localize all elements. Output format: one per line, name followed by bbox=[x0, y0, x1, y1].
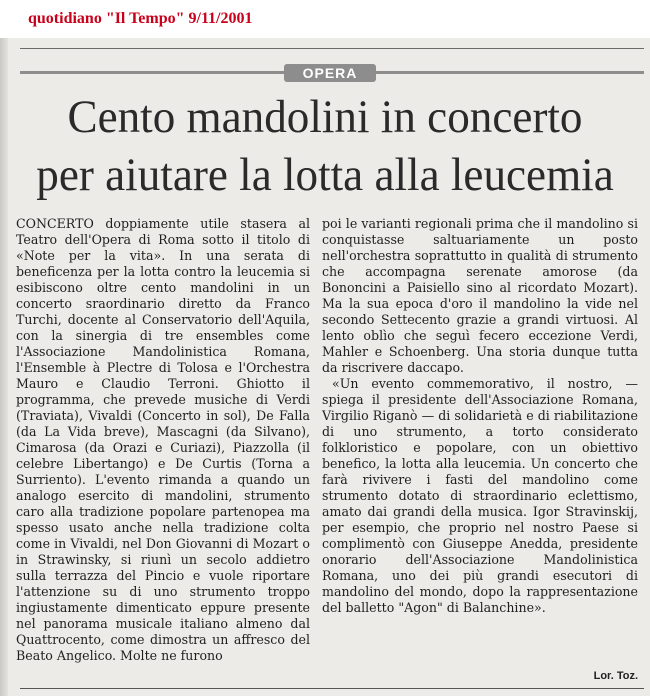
article-paragraph: «Un evento commemorativo, il nostro, — spiega il presidente dell'Associazione Romana, Virgilio Riganò — di solidarietà e di riabilitazione di uno strumento, a torto considerato folkloristico e popolare, con un obiettivo benefico, la lotta alla leucemia. Un concerto che farà rivivere i fasti del mandolino come strumento dotato di straordinario eclettismo, amato dai grandi della musica. Igor Stravinskij, per esempio, che proprio nel nostro Paese si complimentò con Giuseppe Anedda, presidente onorario dell'Associazione Mandolinistica Romana, uno dei più grandi esecutori di mandolino del mondo, dopo la rappresentazione del balletto "Agon" di Balanchine». bbox=[322, 376, 638, 615]
bottom-rule bbox=[20, 688, 644, 689]
section-tag: OPERA bbox=[284, 64, 376, 82]
headline-line-1: Cento mandolini in concerto bbox=[67, 91, 583, 143]
headline-line-2: per aiutare la lotta alla leucemia bbox=[36, 149, 614, 201]
newspaper-clipping bbox=[0, 38, 650, 696]
article-column-right bbox=[322, 216, 638, 616]
clipping-edge-shadow bbox=[0, 38, 8, 696]
article-column-left bbox=[16, 216, 310, 664]
source-label: quotidiano "Il Tempo" 9/11/2001 bbox=[28, 10, 253, 27]
author-signature: Lor. Toz. bbox=[593, 670, 638, 682]
article-paragraph: CONCERTO doppiamente utile stasera al Teatro dell'Opera di Roma sotto il titolo di «Note per la vita». In una serata di beneficenza per la lotta contro la leucemia si esibiscono oltre cento mandolini in un concerto sraordinario diretto da Franco Turchi, docente al Conservatorio dell'Aquila, con la sinergia di tre ensembles come l'Associazione Mandolinistica Romana, l'Ensemble à Plectre di Tolosa e l'Orchestra Mauro e Claudio Terroni. Ghiotto il programma, che prevede musiche di Verdi (Traviata), Vivaldi (Concerto in sol), De Falla (da La Vida breve), Mascagni (da Silvano), Cimarosa (da Orazi e Curiazi), Piazzolla (il celebre Libertango) e De Curtis (Torna a Surriento). L'evento rimanda a quando un analogo esercito di mandolini, strumento caro alla tradizione popolare partenopea ma spesso usato anche nella tradizione colta come in Vivaldi, nel Don Giovanni di Mozart o in Strawinsky, si riunì un secolo addietro sulla terrazza del Pincio e vuole riportare l'attenzione su di uno strumento troppo ingiustamente dimenticato eppure presente nel panorama musicale italiano almeno dal Quattrocento, come dimostra un affresco del Beato Angelico. Molte ne furono bbox=[16, 216, 310, 663]
article-paragraph: poi le varianti regionali prima che il mandolino si conquistasse saltuariamente un posto nell'orchestra soprattutto in qualità di strumento che accompagna serenate amorose (da Bononcini a Paisiello sino al ricordato Mozart). Ma la sua epoca d'oro il mandolino la vide nel secondo Settecento grazie a grandi virtuosi. Al lento oblìo che seguì fecero eccezione Verdi, Mahler e Schoenberg. Una storia dunque tutta da riscrivere daccapo. bbox=[322, 216, 638, 375]
top-rule bbox=[20, 48, 644, 49]
